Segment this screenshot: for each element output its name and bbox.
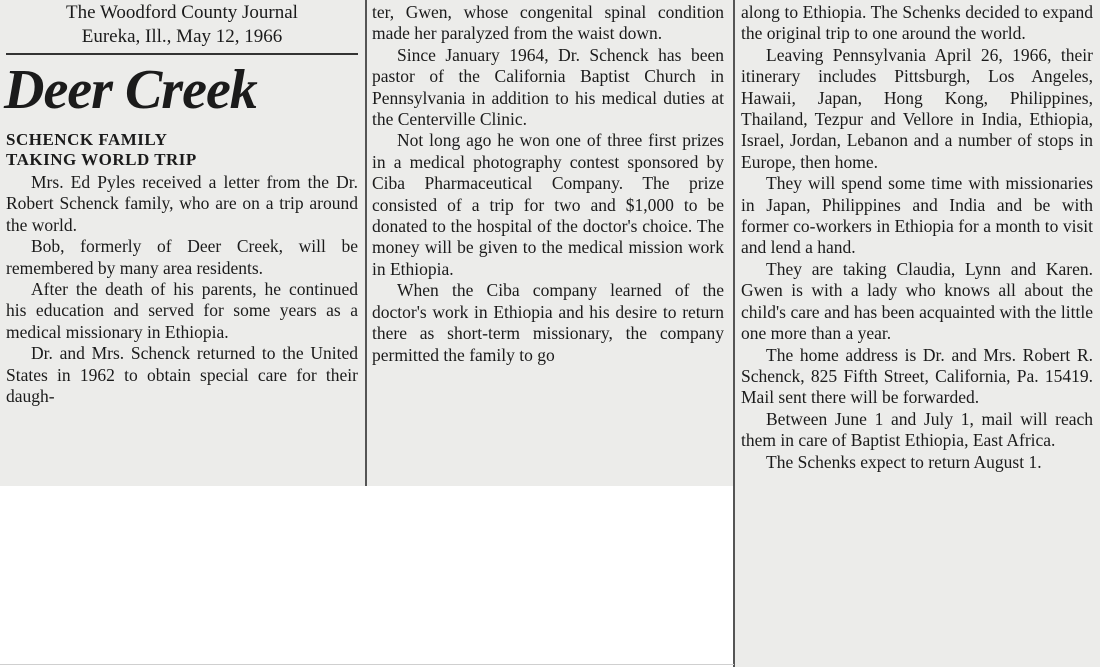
column-rule bbox=[365, 0, 367, 486]
paragraph: Leaving Pennsylvania April 26, 1966, their itinerary includes Pittsburgh, Los Angeles, Hawaii, Japan, Hong Kong, Philippines, Thailand, Tezpur and Vellore in India, Ethiopia, Israel, Jordan, Lebanon and a number of stops in Europe, then home. bbox=[741, 44, 1093, 172]
paragraph: When the Ciba company learned of the doctor's work in Ethiopia and his desire to return there as short-term missionary, the company permitted the family to go bbox=[372, 280, 724, 365]
masthead-rule bbox=[6, 53, 358, 55]
paragraph: The Schenks expect to return August 1. bbox=[766, 451, 1042, 472]
article-column-1 bbox=[6, 0, 358, 407]
masthead bbox=[6, 0, 358, 49]
paragraph: After the death of his parents, he continued his education and served for some years as a medical missionary in Ethiopia. bbox=[6, 279, 358, 342]
dateline: Eureka, Ill., May 12, 1966 bbox=[81, 26, 283, 47]
paragraph: Not long ago he won one of three first prizes in a medical photography contest sponsored by Ciba Pharmaceutical Company. The prize consisted of a trip for two and $1,000 to be donated to the hospital of the doctor's choice. The money will be given to the medical mission work in Ethiopia. bbox=[372, 130, 724, 279]
paragraph-continued: along to Ethiopia. The Schenks decided to expand the original trip to one around the world. bbox=[741, 2, 1093, 44]
paragraph: Dr. and Mrs. Schenck returned to the United States in 1962 to obtain special care for their daugh- bbox=[6, 343, 358, 407]
column-rule bbox=[733, 0, 735, 667]
paragraph: They will spend some time with missionaries in Japan, Philippines and India and be with former co-workers in Ethiopia for a month to visit and lend a hand. bbox=[741, 173, 1093, 258]
article-column-2 bbox=[372, 2, 724, 366]
paragraph: They are taking Claudia, Lynn and Karen. Gwen is with a lady who knows all about the child's care and has been acquainted with the little one more than a year. bbox=[741, 258, 1093, 344]
article-column-3 bbox=[741, 2, 1093, 473]
paragraph: Since January 1964, Dr. Schenck has been pastor of the California Baptist Church in Pennsylvania in addition to his medical duties at the Centerville Clinic. bbox=[372, 44, 724, 130]
publication-name: The Woodford County Journal bbox=[66, 2, 298, 23]
paragraph: Bob, formerly of Deer Creek, will be remembered by many area residents. bbox=[6, 236, 358, 278]
paragraph: Mrs. Ed Pyles received a letter from the Dr. Robert Schenck family, who are on a trip around the world. bbox=[6, 172, 358, 235]
paragraph: The home address is Dr. and Mrs. Robert R. Schenck, 825 Fifth Street, California, Pa. 15419. Mail sent there will be forwarded. bbox=[741, 344, 1093, 408]
section-title: Deer Creek bbox=[4, 59, 257, 121]
paragraph: Between June 1 and July 1, mail will reach them in care of Baptist Ethiopia, East Africa. bbox=[741, 408, 1093, 451]
headline-line: SCHENCK FAMILY bbox=[6, 130, 168, 149]
headline bbox=[6, 130, 358, 170]
page-bottom-rule bbox=[0, 664, 734, 665]
headline-line: TAKING WORLD TRIP bbox=[6, 150, 197, 169]
paragraph-continued: ter, Gwen, whose congenital spinal condition made her paralyzed from the waist down. bbox=[372, 2, 724, 44]
